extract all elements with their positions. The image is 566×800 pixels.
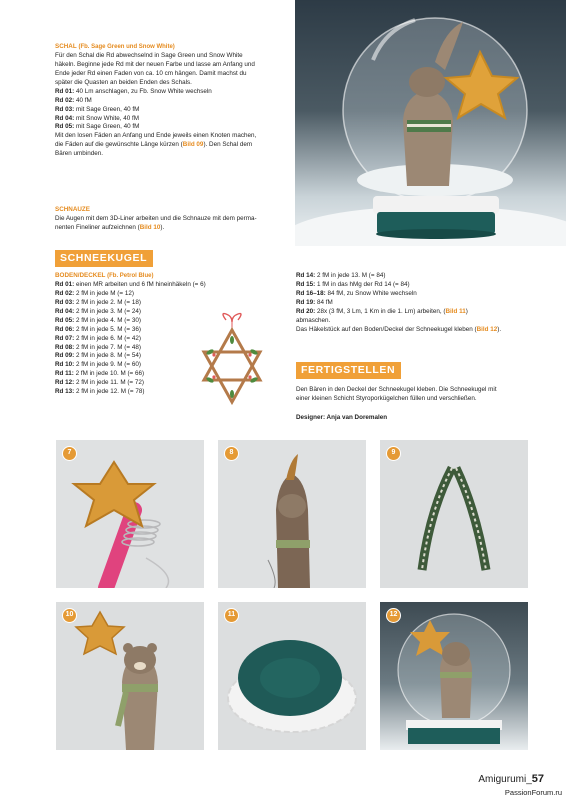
boden-deckel-right-col [296, 272, 546, 335]
page-footer: Amigurumi_57 [478, 773, 544, 785]
kugel-row: Rd 03: 2 fM in jede 2. M (= 18) [55, 298, 141, 306]
kugel-row: Rd 12: 2 fM in jede 11. M (= 72) [55, 379, 144, 387]
ref-bild-12: Bild 12 [476, 325, 498, 333]
photo-12 [380, 602, 528, 750]
schal-line-4: später die Quasten an beiden Enden des Schals. [55, 78, 192, 86]
hero-snowglobe-photo [295, 0, 566, 246]
ref-bild-11: Bild 11 [445, 307, 466, 315]
schal-line-1: Für den Schal die Rd abwechselnd in Sage Green und Snow White [55, 51, 243, 59]
kugel-row: Rd 07: 2 fM in jede 6. M (= 42) [55, 334, 141, 342]
schnauze-line-1: Die Augen mit dem 3D-Liner arbeiten und die Schnauze mit dem perma- [55, 214, 257, 222]
schal-row: Rd 04: mit Snow White, 40 fM [55, 114, 139, 122]
kugel-row: Rd 13: 2 fM in jede 12. M (= 78) [55, 388, 145, 396]
fertigstellen-heading-wrap [296, 362, 401, 379]
schal-line-3: Ende jeder Rd einen Faden von ca. 10 cm hängen. Damit machst du [55, 69, 247, 77]
kugel-row: Rd 15: 1 fM in das hMg der Rd 14 (= 84) [296, 280, 410, 288]
photo-number: 8 [224, 446, 239, 461]
ref-bild-10: Bild 10 [139, 223, 161, 231]
glue-instruction: Das Häkelstück auf den Boden/Deckel der Schneekugel kleben (Bild 12). [296, 325, 502, 333]
kugel-row: Rd 14: 2 fM in jede 13. M (= 84) [296, 272, 386, 279]
kugel-row: Rd 04: 2 fM in jede 3. M (= 24) [55, 307, 141, 315]
kugel-row-20: Rd 20: 28x (3 fM, 3 Lm, 1 Km in die 1. Lm) arbeiten, (Bild 11) [296, 307, 468, 315]
fertigstellen-heading: FERTIGSTELLEN [296, 362, 401, 379]
photo-09 [380, 440, 528, 588]
photo-number: 10 [62, 608, 77, 623]
snowglobe-illustration [295, 0, 566, 246]
designer-credit: Designer: Anja van Doremalen [296, 413, 388, 421]
schneekugel-heading-wrap [55, 250, 153, 267]
kugel-row: Rd 11: 2 fM in jede 10. M (= 66) [55, 370, 145, 378]
star-ornament-icon [196, 310, 268, 410]
magazine-name: Amigurumi [478, 774, 527, 785]
schal-row: Rd 03: mit Sage Green, 40 fM [55, 105, 140, 113]
photo-08 [218, 440, 366, 588]
schal-row: Rd 02: 40 fM [55, 96, 92, 104]
schal-line-2: häkeln. Beginne jede Rd mit der neuen Farbe und lasse am Anfang und [55, 60, 255, 68]
kugel-row: Rd 06: 2 fM in jede 5. M (= 36) [55, 325, 141, 333]
kugel-row: Rd 16–18: 84 fM, zu Snow White wechseln [296, 289, 417, 297]
schal-row: Rd 01: 40 Lm anschlagen, zu Fb. Snow White wechseln [55, 87, 212, 95]
photo-number: 7 [62, 446, 77, 461]
page-number: 57 [531, 773, 544, 785]
fertigstellen-line-2: einer kleinen Schicht Styroporkügelchen füllen und verschließen. [296, 394, 477, 402]
schal-title: SCHAL [55, 43, 77, 50]
schal-row: Rd 05: mit Sage Green, 40 fM [55, 123, 140, 131]
kugel-row: Rd 05: 2 fM in jede 4. M (= 30) [55, 316, 141, 324]
watermark: PassionForum.ru [504, 788, 562, 797]
photo-number: 9 [386, 446, 401, 461]
boden-deckel-note: (Fb. Petrol Blue) [107, 273, 154, 279]
schnauze-title: SCHNAUZE [55, 206, 90, 213]
schal-end-line-1: Mit den losen Fäden an Anfang und Ende jeweils einen Knoten machen, [55, 132, 257, 140]
schnauze-line-2: nenten Fineliner aufzeichnen (Bild 10). [55, 223, 165, 231]
ref-bild-09: Bild 09 [182, 141, 204, 149]
boden-deckel-title: BODEN/DECKEL [55, 272, 106, 279]
photo-11 [218, 602, 366, 750]
schal-end-line-3: Bären umbinden. [55, 150, 103, 158]
kugel-row: Rd 19: 84 fM [296, 298, 333, 306]
schnauze-section [55, 206, 291, 233]
photo-07 [56, 440, 204, 588]
kugel-row: Rd 09: 2 fM in jede 8. M (= 54) [55, 352, 141, 360]
fertigstellen-section [296, 386, 546, 423]
schal-section [55, 43, 291, 159]
schal-end-line-2: die Fäden auf die gewünschte Länge kürzen (Bild 09). Den Schal dem [55, 141, 253, 149]
schneekugel-heading: SCHNEEKUGEL [55, 250, 153, 267]
kugel-row: Rd 10: 2 fM in jede 9. M (= 60) [55, 361, 141, 369]
fertigstellen-line-1: Den Bären in den Deckel der Schneekugel kleben. Die Schneekugel mit [296, 386, 497, 393]
kugel-row: Rd 08: 2 fM in jede 7. M (= 48) [55, 343, 141, 351]
photo-number: 12 [386, 608, 401, 623]
kugel-row: Rd 01: einen MR arbeiten und 6 fM hineinhäkeln (= 6) [55, 280, 206, 288]
kugel-row-20-cont: abmaschen. [296, 316, 331, 324]
photo-number: 11 [224, 608, 239, 623]
photo-10 [56, 602, 204, 750]
schal-title-note: (Fb. Sage Green und Snow White) [78, 44, 175, 50]
kugel-row: Rd 02: 2 fM in jede M (= 12) [55, 289, 134, 297]
